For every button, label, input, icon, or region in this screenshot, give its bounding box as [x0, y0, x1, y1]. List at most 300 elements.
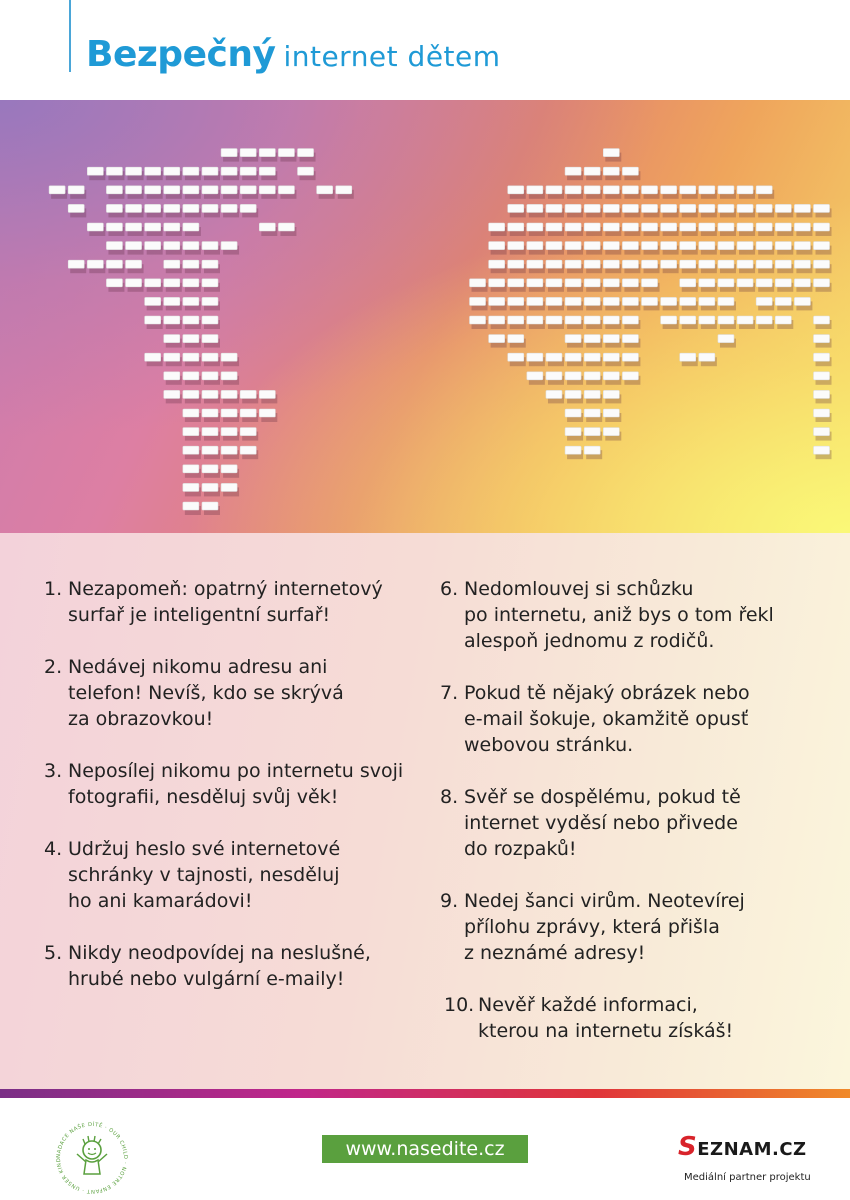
rule-number: 7.: [440, 682, 459, 704]
map-key: [240, 446, 256, 454]
map-key: [508, 353, 524, 361]
map-key: [183, 390, 199, 398]
map-key: [584, 204, 600, 212]
rule-text: [478, 992, 840, 1044]
map-key: [584, 167, 600, 175]
map-key: [642, 297, 658, 305]
map-key: [699, 353, 715, 361]
map-key: [680, 186, 696, 194]
map-key: [756, 297, 772, 305]
map-key: [584, 335, 600, 343]
map-key: [814, 223, 830, 231]
map-key: [259, 223, 275, 231]
map-key: [221, 390, 237, 398]
map-key: [164, 353, 180, 361]
map-key: [622, 279, 638, 287]
map-key: [699, 316, 715, 324]
title-light: internet dětem: [283, 40, 501, 73]
map-key: [183, 297, 199, 305]
map-key: [164, 223, 180, 231]
map-key: [106, 204, 122, 212]
map-key: [527, 186, 543, 194]
map-key: [546, 316, 562, 324]
map-key: [565, 390, 581, 398]
map-key: [489, 260, 505, 268]
map-key: [565, 372, 581, 380]
map-key: [202, 316, 218, 324]
map-key: [737, 204, 753, 212]
map-key: [546, 204, 562, 212]
rule-line: Pokud tě nějaký obrázek nebo: [464, 682, 750, 704]
map-key: [87, 167, 103, 175]
map-key: [680, 297, 696, 305]
map-key: [221, 446, 237, 454]
map-key: [259, 149, 275, 157]
map-key: [603, 390, 619, 398]
map-key: [775, 316, 791, 324]
seznam-subtitle: Mediální partner projektu: [684, 1172, 811, 1183]
map-key: [814, 316, 830, 324]
rule-line: po internetu, aniž bys o tom řekl: [464, 604, 774, 626]
map-key: [202, 428, 218, 436]
map-key: [68, 204, 84, 212]
map-key: [202, 167, 218, 175]
map-key: [164, 260, 180, 268]
map-key: [202, 465, 218, 473]
rule-line: Nedej šanci virům. Neotevírej: [464, 890, 745, 912]
map-key: [202, 372, 218, 380]
map-key: [221, 409, 237, 417]
rule-item: [44, 940, 424, 992]
world-map-keyboard-keys-icon: [0, 100, 850, 533]
map-key: [699, 260, 715, 268]
map-key: [718, 186, 734, 194]
map-key: [603, 279, 619, 287]
map-key: [106, 279, 122, 287]
map-key: [145, 353, 161, 361]
map-key: [221, 372, 237, 380]
map-key: [642, 260, 658, 268]
rule-line: Nikdy neodpovídej na neslušné,: [68, 942, 371, 964]
map-key: [221, 483, 237, 491]
map-key: [145, 204, 161, 212]
map-key: [622, 335, 638, 343]
map-key: [240, 167, 256, 175]
map-key: [622, 204, 638, 212]
rule-line: hrubé nebo vulgární e-maily!: [68, 968, 345, 990]
seznam-logo: [678, 1132, 807, 1162]
map-key: [202, 390, 218, 398]
map-key: [622, 353, 638, 361]
map-key: [680, 279, 696, 287]
map-key: [221, 353, 237, 361]
rule-line: fotografii, nesděluj svůj věk!: [68, 786, 339, 808]
rule-line: Udržuj heslo své internetové: [68, 838, 341, 860]
rule-line: Nevěř každé informaci,: [478, 994, 698, 1016]
rule-item: [444, 992, 840, 1044]
map-key: [642, 186, 658, 194]
map-key: [794, 204, 810, 212]
map-key: [489, 316, 505, 324]
map-key: [718, 242, 734, 250]
map-key: [737, 316, 753, 324]
map-key: [814, 390, 830, 398]
rule-line: Neposílej nikomu po internetu svoji: [68, 760, 404, 782]
header: [0, 0, 850, 100]
map-key: [622, 186, 638, 194]
map-key: [145, 316, 161, 324]
map-key: [718, 297, 734, 305]
map-key: [508, 242, 524, 250]
map-key: [259, 167, 275, 175]
rule-number: 9.: [440, 890, 459, 912]
rule-line: do rozpaků!: [464, 838, 577, 860]
rule-text: [464, 784, 840, 862]
map-key: [164, 167, 180, 175]
map-key: [584, 223, 600, 231]
map-key: [259, 409, 275, 417]
map-key: [661, 297, 677, 305]
map-key: [145, 186, 161, 194]
map-key: [202, 297, 218, 305]
map-key: [164, 372, 180, 380]
map-key: [240, 186, 256, 194]
map-key: [527, 353, 543, 361]
map-key: [202, 242, 218, 250]
map-key: [584, 297, 600, 305]
map-key: [794, 260, 810, 268]
map-key: [584, 372, 600, 380]
map-key: [737, 186, 753, 194]
rule-item: [440, 680, 840, 758]
rule-item: [440, 888, 840, 966]
map-key: [126, 223, 142, 231]
title-bold: Bezpečný: [86, 34, 276, 75]
map-key: [68, 186, 84, 194]
map-key: [737, 242, 753, 250]
map-key: [278, 149, 294, 157]
map-key: [183, 502, 199, 510]
nadace-nase-dite-logo: [52, 1118, 132, 1198]
map-key: [106, 186, 122, 194]
map-key: [68, 260, 84, 268]
map-key: [814, 353, 830, 361]
map-key: [775, 279, 791, 287]
map-key: [106, 167, 122, 175]
map-key: [183, 316, 199, 324]
map-key: [661, 186, 677, 194]
rule-item: [44, 758, 424, 810]
map-key: [221, 149, 237, 157]
map-key: [737, 260, 753, 268]
map-key: [489, 297, 505, 305]
map-key: [775, 242, 791, 250]
map-key: [278, 223, 294, 231]
map-key: [814, 204, 830, 212]
map-key: [49, 186, 65, 194]
map-key: [240, 390, 256, 398]
map-key: [565, 279, 581, 287]
map-key: [259, 186, 275, 194]
map-key: [756, 260, 772, 268]
rule-number: 6.: [440, 578, 459, 600]
map-key: [508, 223, 524, 231]
map-key: [298, 149, 314, 157]
map-key: [603, 409, 619, 417]
map-key: [527, 242, 543, 250]
map-key: [584, 353, 600, 361]
map-key: [718, 204, 734, 212]
rule-item: [440, 784, 840, 862]
map-key: [183, 279, 199, 287]
map-key: [164, 186, 180, 194]
map-key: [680, 353, 696, 361]
map-key: [183, 372, 199, 380]
map-key: [202, 279, 218, 287]
rule-line: internet vyděsí nebo přivede: [464, 812, 738, 834]
map-key: [565, 335, 581, 343]
map-key: [202, 335, 218, 343]
rule-line: přílohu zprávy, která přišla: [464, 916, 720, 938]
map-key: [775, 223, 791, 231]
map-key: [106, 260, 122, 268]
map-key: [603, 167, 619, 175]
map-key: [183, 167, 199, 175]
map-key: [584, 260, 600, 268]
map-key: [814, 372, 830, 380]
map-key: [661, 242, 677, 250]
map-key: [202, 483, 218, 491]
map-key: [508, 186, 524, 194]
map-key: [814, 242, 830, 250]
svg-text:NADACE NAŠE DÍTĚ · OUR CHILD ·: [56, 1121, 128, 1194]
header-divider-line: [69, 0, 71, 72]
map-key: [756, 204, 772, 212]
map-key: [126, 186, 142, 194]
map-key: [718, 223, 734, 231]
rule-number: 5.: [44, 942, 63, 964]
map-key: [527, 372, 543, 380]
map-key: [603, 297, 619, 305]
map-key: [699, 242, 715, 250]
map-key: [202, 353, 218, 361]
map-key: [584, 409, 600, 417]
map-key: [814, 446, 830, 454]
map-key: [508, 316, 524, 324]
map-key: [546, 372, 562, 380]
map-key: [183, 353, 199, 361]
map-key: [603, 316, 619, 324]
map-key: [145, 279, 161, 287]
map-key: [489, 223, 505, 231]
map-key: [126, 242, 142, 250]
page-title: [86, 34, 501, 75]
map-key: [661, 223, 677, 231]
map-key: [680, 242, 696, 250]
map-key: [794, 242, 810, 250]
map-key: [221, 242, 237, 250]
map-key: [642, 242, 658, 250]
map-key: [87, 223, 103, 231]
map-key: [680, 260, 696, 268]
map-key: [126, 279, 142, 287]
world-map-banner: [0, 100, 850, 533]
map-key: [565, 409, 581, 417]
map-key: [164, 335, 180, 343]
seznam-logo-text: EZNAM.CZ: [697, 1139, 807, 1160]
map-key: [603, 149, 619, 157]
rule-text: [68, 758, 424, 810]
map-key: [699, 204, 715, 212]
map-key: [183, 186, 199, 194]
rule-line: telefon! Nevíš, kdo se skrývá: [68, 682, 344, 704]
map-key: [680, 316, 696, 324]
map-key: [565, 186, 581, 194]
map-key: [718, 279, 734, 287]
footer-color-stripe: [0, 1089, 850, 1098]
map-key: [814, 409, 830, 417]
map-key: [508, 297, 524, 305]
rule-text: [464, 888, 840, 966]
rule-number: 4.: [44, 838, 63, 860]
map-key: [565, 204, 581, 212]
map-key: [718, 335, 734, 343]
map-key: [508, 335, 524, 343]
map-key: [546, 223, 562, 231]
map-key: [336, 186, 352, 194]
rule-number: 8.: [440, 786, 459, 808]
rule-number: 10.: [444, 994, 475, 1016]
map-key: [584, 316, 600, 324]
map-key: [775, 204, 791, 212]
map-key: [699, 279, 715, 287]
map-key: [546, 297, 562, 305]
rule-line: Nezapomeň: opatrný internetový: [68, 578, 383, 600]
map-key: [565, 242, 581, 250]
rule-text: [68, 836, 424, 914]
map-key: [183, 223, 199, 231]
map-key: [642, 223, 658, 231]
map-key: [470, 297, 486, 305]
map-key: [164, 204, 180, 212]
map-key: [546, 242, 562, 250]
map-key: [584, 446, 600, 454]
map-key: [164, 242, 180, 250]
map-key: [584, 242, 600, 250]
map-key: [470, 279, 486, 287]
map-key: [126, 260, 142, 268]
map-key: [622, 316, 638, 324]
map-key: [603, 335, 619, 343]
map-key: [527, 316, 543, 324]
map-key: [546, 279, 562, 287]
map-key: [699, 223, 715, 231]
rule-text: [68, 654, 424, 732]
rule-line: ho ani kamarádovi!: [68, 890, 253, 912]
map-key: [489, 335, 505, 343]
map-key: [183, 446, 199, 454]
seznam-logo-s: S: [678, 1132, 698, 1162]
map-key: [642, 204, 658, 212]
map-key: [240, 409, 256, 417]
map-key: [814, 279, 830, 287]
map-key: [775, 297, 791, 305]
map-key: [661, 260, 677, 268]
map-key: [718, 316, 734, 324]
map-key: [603, 260, 619, 268]
rule-line: webovou stránku.: [464, 734, 634, 756]
map-key: [508, 204, 524, 212]
map-key: [527, 223, 543, 231]
map-key: [756, 223, 772, 231]
rule-number: 3.: [44, 760, 63, 782]
map-key: [565, 260, 581, 268]
map-key: [145, 297, 161, 305]
rule-line: z neznámé adresy!: [464, 942, 646, 964]
map-key: [546, 353, 562, 361]
map-key: [164, 297, 180, 305]
map-key: [126, 204, 142, 212]
map-key: [661, 204, 677, 212]
map-key: [584, 186, 600, 194]
map-key: [87, 260, 103, 268]
map-key: [202, 260, 218, 268]
map-key: [603, 186, 619, 194]
map-key: [183, 428, 199, 436]
rule-item: [44, 654, 424, 732]
map-key: [680, 223, 696, 231]
rule-line: alespoň jednomu z rodičů.: [464, 630, 715, 652]
map-key: [508, 260, 524, 268]
map-key: [565, 316, 581, 324]
map-key: [164, 316, 180, 324]
map-key: [794, 297, 810, 305]
map-key: [584, 428, 600, 436]
map-key: [794, 279, 810, 287]
map-key: [489, 279, 505, 287]
map-key: [221, 428, 237, 436]
rule-text: [464, 680, 840, 758]
map-key: [527, 260, 543, 268]
map-key: [603, 204, 619, 212]
rule-text: [464, 576, 840, 654]
map-key: [221, 167, 237, 175]
map-key: [183, 204, 199, 212]
rule-item: [440, 576, 840, 654]
map-key: [164, 390, 180, 398]
map-key: [183, 409, 199, 417]
map-key: [622, 167, 638, 175]
rule-line: Svěř se dospělému, pokud tě: [464, 786, 741, 808]
map-key: [183, 483, 199, 491]
map-key: [756, 242, 772, 250]
rule-line: e-mail šokuje, okamžitě opusť: [464, 708, 749, 730]
rule-line: schránky v tajnosti, nesděluj: [68, 864, 340, 886]
map-key: [565, 428, 581, 436]
map-key: [221, 186, 237, 194]
map-key: [527, 297, 543, 305]
map-key: [240, 204, 256, 212]
map-key: [546, 390, 562, 398]
rule-number: 2.: [44, 656, 63, 678]
website-url-badge[interactable]: www.nasedite.cz: [322, 1135, 528, 1163]
map-key: [565, 297, 581, 305]
map-key: [317, 186, 333, 194]
map-key: [202, 204, 218, 212]
rule-line: surfař je inteligentní surfař!: [68, 604, 331, 626]
map-key: [756, 316, 772, 324]
map-key: [603, 353, 619, 361]
